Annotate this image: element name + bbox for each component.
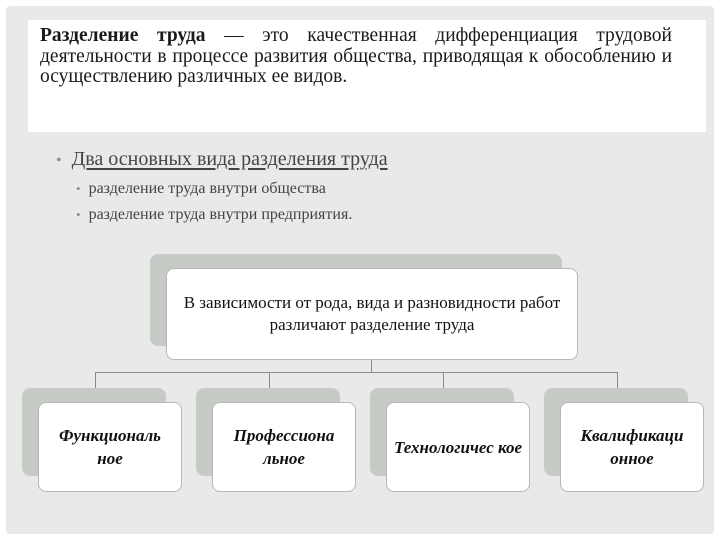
connector-line xyxy=(95,372,618,373)
child-node-technological xyxy=(386,402,530,492)
connector-line xyxy=(617,372,618,389)
child-node-label: Технологичес кое xyxy=(393,437,523,457)
child-node-professional xyxy=(212,402,356,492)
connector-line xyxy=(95,372,96,389)
bullet-icon: • xyxy=(76,207,81,222)
connector-line xyxy=(443,372,444,389)
main-bullet xyxy=(56,147,388,173)
definition-paragraph xyxy=(40,26,672,88)
bullet-icon: • xyxy=(56,152,62,169)
sub-bullet-1 xyxy=(76,179,326,199)
child-node-functional xyxy=(38,402,182,492)
child-node-label: Квалификаци онное xyxy=(580,426,684,468)
child-node-label: Профессиона льное xyxy=(233,426,335,468)
definition-text: — это качественная дифференциация трудовой деятельности в процессе развития общества, приводящая к обособлению и осуществлению различных ее видов. xyxy=(40,25,672,87)
root-node xyxy=(166,268,578,360)
sub-bullet-text: разделение труда внутри предприятия. xyxy=(88,206,353,223)
main-bullet-text: Два основных вида разделения труда xyxy=(71,148,388,170)
definition-term: Разделение труда xyxy=(40,25,206,46)
connector-line xyxy=(269,372,270,389)
connector-line xyxy=(371,360,372,372)
child-node-qualification xyxy=(560,402,704,492)
sub-bullet-2 xyxy=(76,205,352,225)
root-node-label: В зависимости от рода, вида и разновидности работ различают разделение труда xyxy=(183,293,561,334)
child-node-label: Функциональ ное xyxy=(59,426,161,468)
sub-bullet-text: разделение труда внутри общества xyxy=(88,180,326,197)
bullet-icon: • xyxy=(76,181,81,196)
